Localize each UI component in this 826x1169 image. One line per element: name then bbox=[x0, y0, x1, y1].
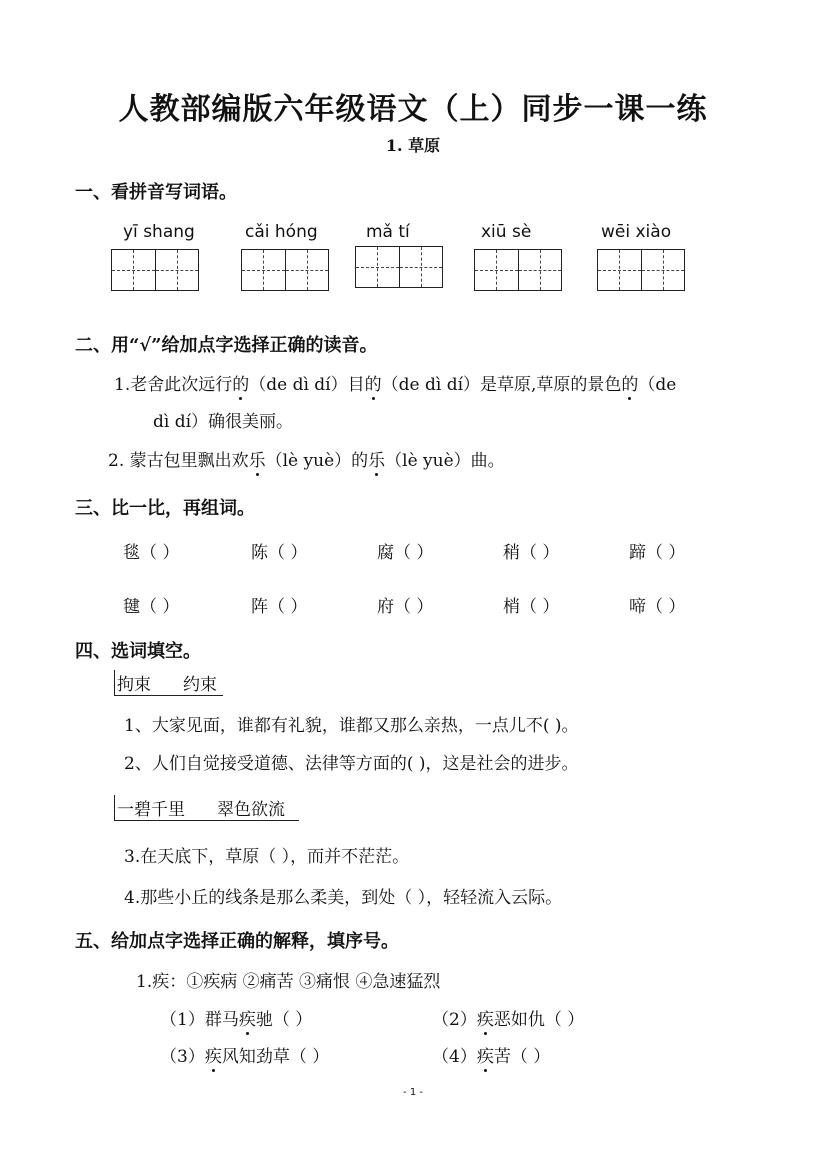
question-4-1: 1、大家见面，谁都有礼貌，谁都又那么亲热，一点儿不( )。 bbox=[124, 716, 579, 736]
dotted-char: 乐 bbox=[368, 451, 386, 471]
lesson-title: 1. 草原 bbox=[385, 136, 441, 155]
writing-grid-4[interactable] bbox=[474, 249, 562, 291]
writing-grid-1[interactable] bbox=[111, 249, 199, 291]
question-2-1-line-2: dì dí）确很美丽。 bbox=[153, 412, 294, 432]
text: （de bbox=[638, 375, 677, 395]
compare-item: 府（ ） bbox=[377, 597, 434, 617]
page-title: 人教部编版六年级语文（上）同步一课一练 bbox=[118, 92, 708, 127]
compare-item: 毽（ ） bbox=[123, 597, 180, 617]
text: 驰（ ） bbox=[255, 1010, 313, 1030]
text: （de dì dí）是草原,草原的景色 bbox=[381, 375, 622, 395]
text: （lè yuè）的 bbox=[265, 451, 369, 471]
dotted-char: 疾 bbox=[204, 1047, 222, 1067]
sub-question bbox=[160, 1042, 329, 1067]
section-4-heading: 四、选词填空。 bbox=[75, 641, 201, 662]
text: （2） bbox=[432, 1010, 477, 1030]
pinyin-2: cǎi hóng bbox=[245, 222, 318, 242]
dotted-char: 的 bbox=[232, 375, 250, 395]
text: 2. 蒙古包里飘出欢 bbox=[108, 451, 249, 471]
compare-item: 腐（ ） bbox=[377, 543, 434, 563]
compare-item: 阵（ ） bbox=[251, 597, 308, 617]
section-3-heading: 三、比一比，再组词。 bbox=[75, 498, 255, 519]
pinyin-5: wēi xiào bbox=[601, 222, 672, 242]
compare-item: 毯（ ） bbox=[123, 543, 180, 563]
writing-grid-3[interactable] bbox=[355, 246, 443, 288]
dotted-char: 的 bbox=[621, 375, 639, 395]
question-2-1-line-1 bbox=[114, 370, 676, 395]
question-4-3: 3.在天底下，草原（ ），而并不茫茫。 bbox=[124, 847, 410, 867]
text: （1）群马 bbox=[160, 1010, 239, 1030]
dotted-char: 疾 bbox=[476, 1010, 494, 1030]
word-options-1 bbox=[114, 670, 223, 696]
dotted-char: 乐 bbox=[248, 451, 266, 471]
option: 拘束 bbox=[117, 675, 151, 695]
writing-grid-2[interactable] bbox=[241, 249, 329, 291]
writing-grid-5[interactable] bbox=[597, 249, 685, 291]
question-4-2: 2、人们自觉接受道德、法律等方面的( )，这是社会的进步。 bbox=[124, 754, 579, 774]
text: 苦（ ） bbox=[493, 1047, 551, 1067]
compare-item: 梢（ ） bbox=[503, 597, 560, 617]
section-5-heading: 五、给加点字选择正确的解释，填序号。 bbox=[75, 931, 399, 952]
word-options-2 bbox=[114, 795, 299, 821]
text: （de dì dí）目 bbox=[249, 375, 365, 395]
option: 约束 bbox=[183, 675, 217, 695]
section-1-heading: 一、看拼音写词语。 bbox=[75, 182, 237, 203]
section-2-heading: 二、用“√”给加点字选择正确的读音。 bbox=[75, 335, 378, 356]
text: 风知劲草（ ） bbox=[221, 1047, 330, 1067]
text: 恶如仇（ ） bbox=[493, 1010, 585, 1030]
sub-question bbox=[160, 1005, 312, 1030]
compare-item: 陈（ ） bbox=[251, 543, 308, 563]
compare-item: 稍（ ） bbox=[503, 543, 560, 563]
text: （4） bbox=[432, 1047, 477, 1067]
dotted-char: 疾 bbox=[238, 1010, 256, 1030]
text: （3） bbox=[160, 1047, 205, 1067]
dotted-char: 的 bbox=[364, 375, 382, 395]
sub-question bbox=[432, 1042, 550, 1067]
option: 一碧千里 bbox=[117, 800, 185, 820]
pinyin-4: xiū sè bbox=[481, 222, 532, 242]
dotted-char: 疾 bbox=[476, 1047, 494, 1067]
text: （lè yuè）曲。 bbox=[385, 451, 505, 471]
compare-item: 啼（ ） bbox=[629, 597, 686, 617]
page-number: - 1 - bbox=[403, 1087, 423, 1098]
pinyin-3: mǎ tí bbox=[366, 222, 410, 242]
compare-item: 蹄（ ） bbox=[629, 543, 686, 563]
option: 翠色欲流 bbox=[217, 800, 285, 820]
pinyin-1: yī shang bbox=[123, 222, 195, 242]
question-5-1: 1.疾：①疾病 ②痛苦 ③痛恨 ④急速猛烈 bbox=[136, 972, 441, 992]
question-4-4: 4.那些小丘的线条是那么柔美，到处（ ），轻轻流入云际。 bbox=[124, 888, 563, 908]
text: 1.老舍此次远行 bbox=[114, 375, 233, 395]
question-2-2 bbox=[108, 446, 505, 471]
sub-question bbox=[432, 1005, 584, 1030]
